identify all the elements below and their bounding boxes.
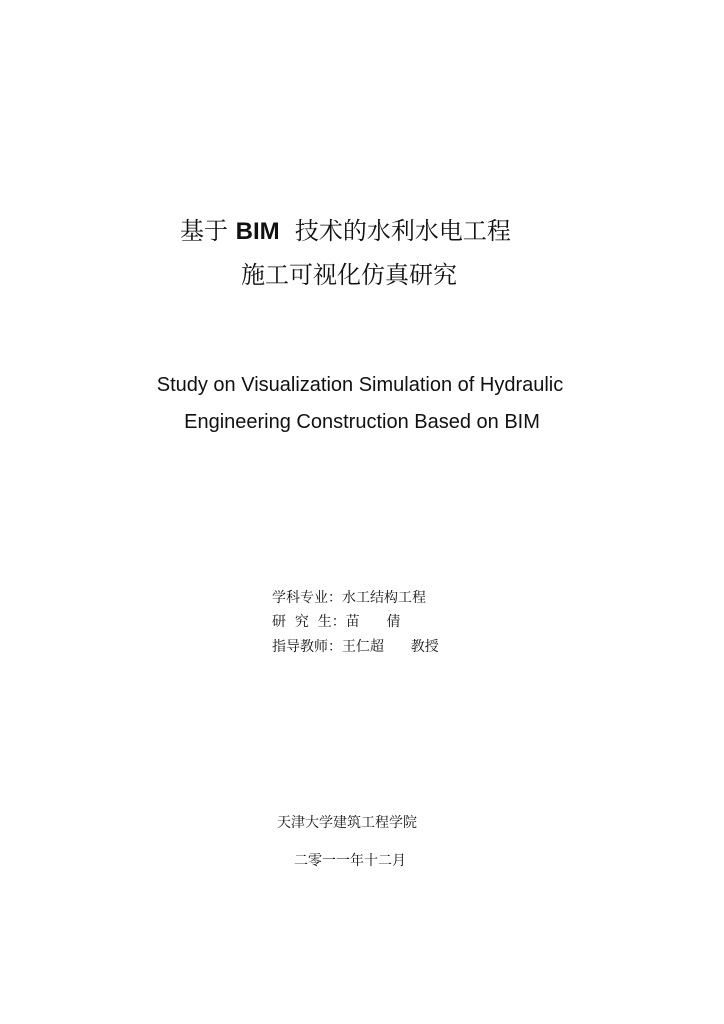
chinese-title-suffix: 技术的水利水电工程 [279, 217, 511, 245]
chinese-title-line-2: 施工可视化仿真研究 [241, 261, 457, 289]
advisor-line: 指导教师：王仁超 教授 [272, 639, 439, 655]
chinese-title-line-1 [0, 216, 724, 247]
chinese-title-prefix: 基于 [180, 217, 236, 245]
student-line: 研 究 生：苗 倩 [272, 614, 401, 630]
major-line: 学科专业：水工结构工程 [272, 590, 426, 606]
english-title-line-1: Study on Visualization Simulation of Hydraulic [156, 374, 564, 396]
english-title-line-2: Engineering Construction Based on BIM [184, 411, 540, 433]
submission-date: 二零一一年十二月 [294, 853, 406, 869]
school-name: 天津大学建筑工程学院 [277, 815, 417, 831]
chinese-title-bim: BIM [235, 218, 280, 245]
